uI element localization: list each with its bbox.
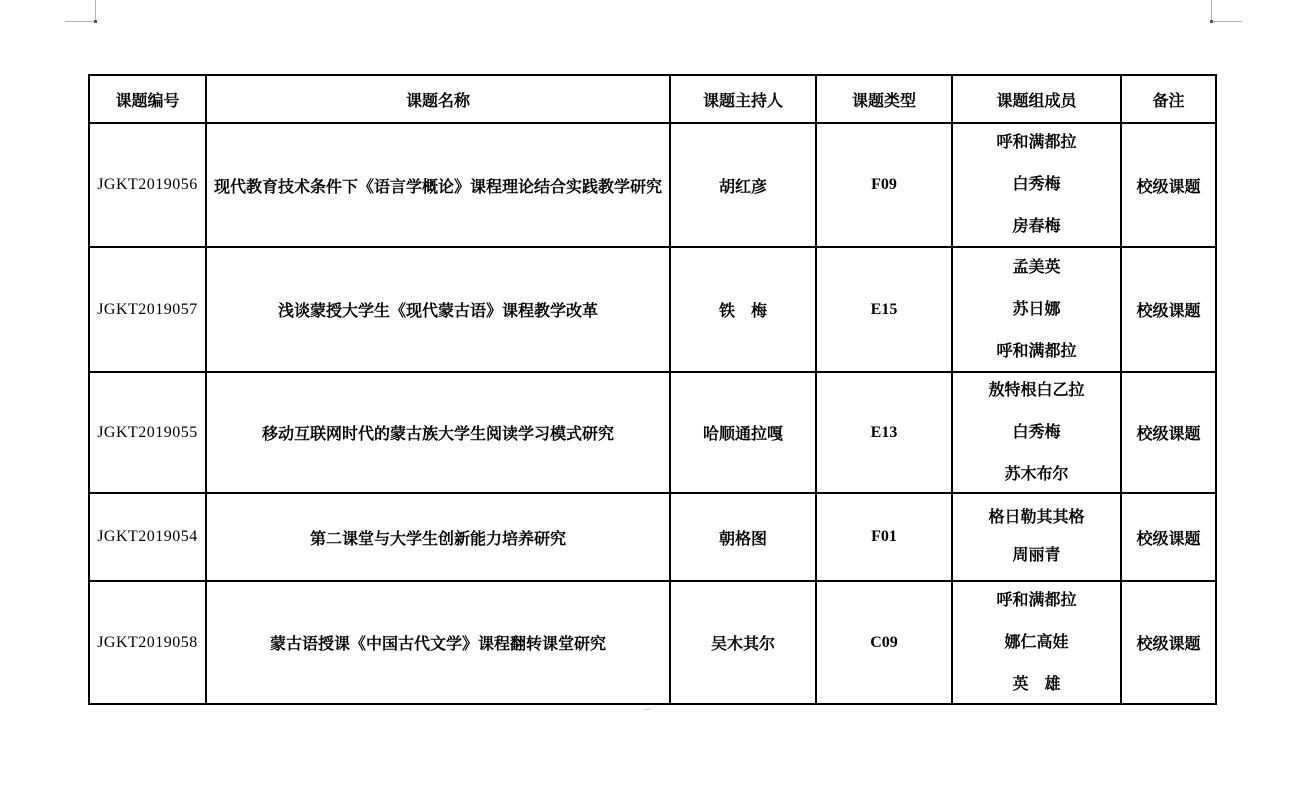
project-title: 第二课堂与大学生创新能力培养研究 — [206, 493, 670, 581]
table-row — [89, 581, 1216, 704]
member-name: 白秀梅 — [1012, 423, 1061, 441]
project-leader: 胡红彦 — [670, 123, 816, 247]
member-name: 苏日娜 — [1012, 300, 1061, 318]
project-id: JGKT2019057 — [89, 247, 206, 372]
member-name: 英 雄 — [1012, 675, 1061, 693]
project-title: 浅谈蒙授大学生《现代蒙古语》课程教学改革 — [206, 247, 670, 372]
project-title: 移动互联网时代的蒙古族大学生阅读学习模式研究 — [206, 372, 670, 493]
table-row — [89, 247, 1216, 372]
project-list-table — [88, 74, 1217, 705]
header-project-type: 课题类型 — [816, 75, 952, 123]
project-members — [952, 493, 1121, 581]
table-row — [89, 123, 1216, 247]
project-id: JGKT2019058 — [89, 581, 206, 704]
member-name: 娜仁高娃 — [1004, 633, 1069, 651]
scan-smudge-artifact — [643, 704, 652, 710]
header-project-id: 课题编号 — [89, 75, 206, 123]
member-name: 周丽青 — [1012, 547, 1061, 564]
project-leader: 哈顺通拉嘎 — [670, 372, 816, 493]
project-note: 校级课题 — [1121, 247, 1216, 372]
project-title: 现代教育技术条件下《语言学概论》课程理论结合实践教学研究 — [206, 123, 670, 247]
header-remarks: 备注 — [1121, 75, 1216, 123]
member-name: 白秀梅 — [1012, 176, 1061, 193]
project-members — [952, 123, 1121, 247]
project-note: 校级课题 — [1121, 493, 1216, 581]
header-project-leader: 课题主持人 — [670, 75, 816, 123]
project-leader: 吴木其尔 — [670, 581, 816, 704]
project-id: JGKT2019056 — [89, 123, 206, 247]
member-name: 孟美英 — [1012, 258, 1061, 276]
member-name: 格日勒其其格 — [988, 509, 1085, 526]
project-id: JGKT2019055 — [89, 372, 206, 493]
project-title: 蒙古语授课《中国古代文学》课程翻转课堂研究 — [206, 581, 670, 704]
member-name: 呼和满都拉 — [996, 134, 1077, 151]
project-id: JGKT2019054 — [89, 493, 206, 581]
project-type: C09 — [816, 581, 952, 704]
header-project-members: 课题组成员 — [952, 75, 1121, 123]
text-boundary-mark-top-left — [65, 0, 96, 22]
project-note: 校级课题 — [1121, 372, 1216, 493]
table-header-row — [89, 75, 1216, 123]
project-note: 校级课题 — [1121, 581, 1216, 704]
project-leader: 朝格图 — [670, 493, 816, 581]
project-leader: 铁 梅 — [670, 247, 816, 372]
project-members — [952, 247, 1121, 372]
member-name: 房春梅 — [1012, 218, 1061, 235]
project-note: 校级课题 — [1121, 123, 1216, 247]
project-type: F01 — [816, 493, 952, 581]
text-boundary-mark-top-right — [1211, 0, 1242, 22]
project-type: E15 — [816, 247, 952, 372]
table-row — [89, 493, 1216, 581]
project-type: E13 — [816, 372, 952, 493]
table-row — [89, 372, 1216, 493]
member-name: 敖特根白乙拉 — [988, 381, 1085, 399]
project-members — [952, 372, 1121, 493]
member-name: 呼和满都拉 — [996, 591, 1077, 609]
project-type: F09 — [816, 123, 952, 247]
project-members — [952, 581, 1121, 704]
member-name: 呼和满都拉 — [996, 342, 1077, 360]
header-project-name: 课题名称 — [206, 75, 670, 123]
member-name: 苏木布尔 — [1004, 465, 1069, 483]
